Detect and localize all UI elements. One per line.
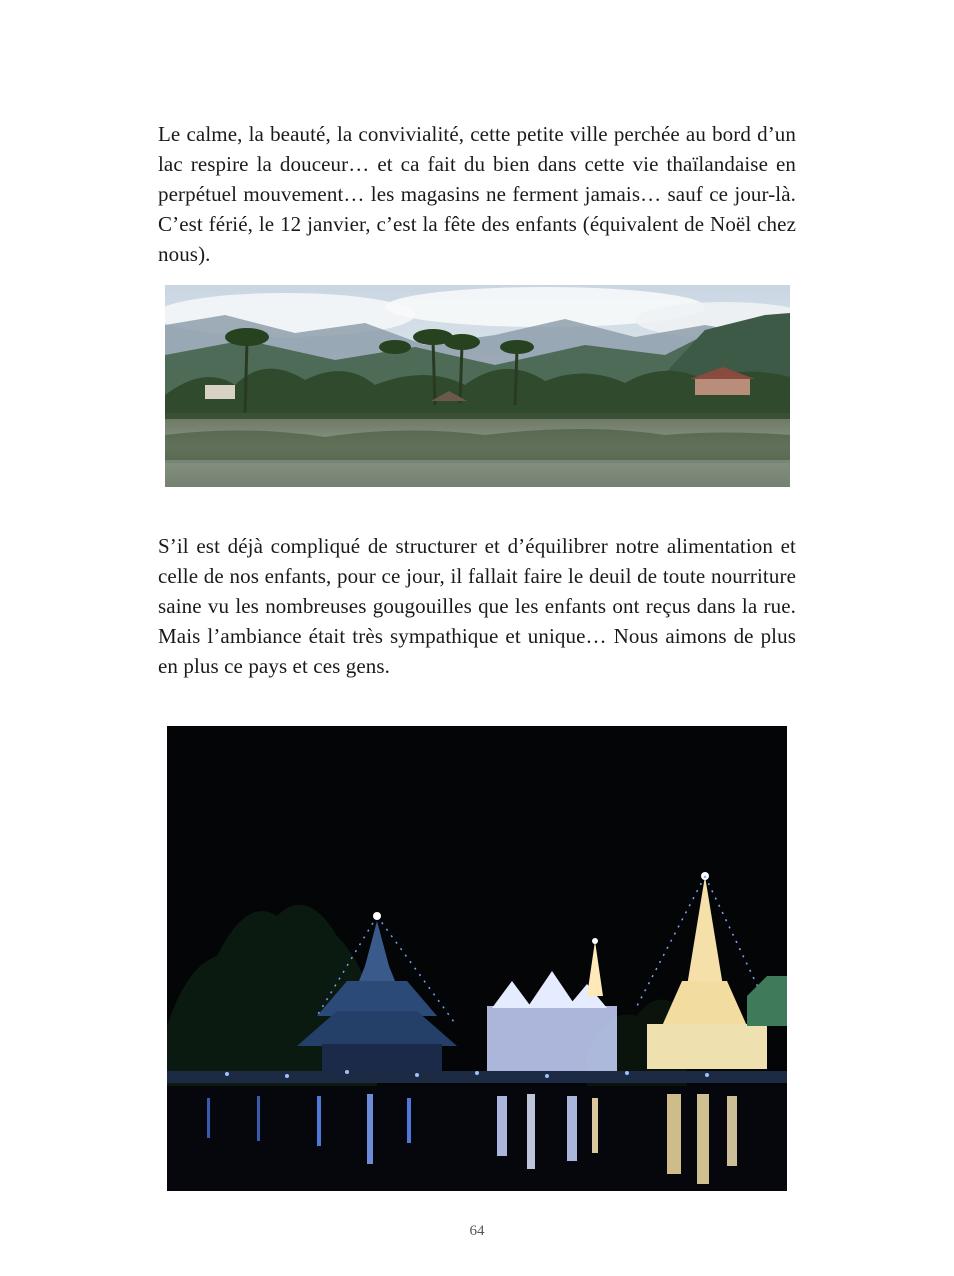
page-number: 64: [469, 1223, 485, 1239]
temple-night-photo: [167, 726, 787, 1191]
paragraph-children-day: S’il est déjà compliqué de structurer et d’équilibrer notre alimentation et celle de nos enfants, pour ce jour, il fallait faire le deuil de toute nourriture saine vu les nombreuses gougouilles que les enfants ont reçus dans la rue. Mais l’ambiance était très sympathique et unique… Nous aimons de plus en plus ce pays et ces gens.: [158, 534, 796, 678]
paragraph-intro: Le calme, la beauté, la convivialité, cette petite ville perchée au bord d’un lac respire la douceur… et ca fait du bien dans cette vie thaïlandaise en perpétuel mouvement… les magasins ne ferment jamais… sauf ce jour-là. C’est férié, le 12 janvier, c’est la fête des enfants (équivalent de Noël chez nous).: [158, 122, 796, 266]
lake-town-photo: [165, 285, 790, 487]
